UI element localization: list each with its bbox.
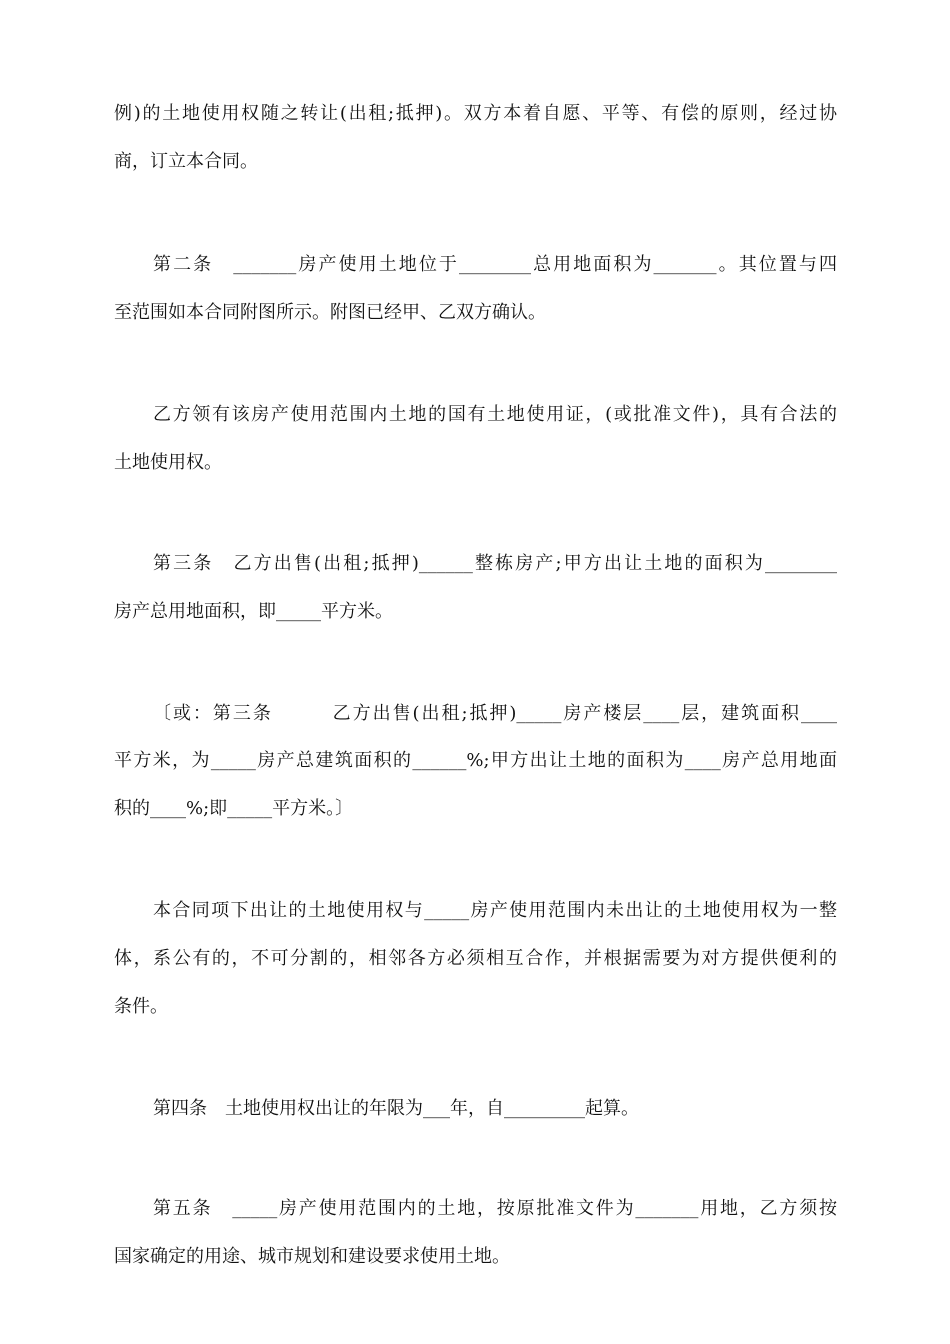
- article-4-line: 第四条 土地使用权出让的年限为___年，自_________起算。: [153, 1098, 639, 1119]
- text-line: 土地使用权。: [114, 452, 222, 473]
- article-5-line: 第五条 _____房产使用范围内的土地，按原批准文件为_______用地，乙方须按: [153, 1198, 837, 1219]
- text-line: 积的____%;即_____平方米。〕: [114, 798, 354, 819]
- paragraph-line: 乙方领有该房产使用范围内土地的国有土地使用证，(或批准文件)，具有合法的: [153, 404, 837, 425]
- text-line: 商，订立本合同。: [114, 151, 258, 172]
- text-line: 房产总用地面积，即_____平方米。: [114, 601, 393, 622]
- text-line: 至范围如本合同附图所示。附图已经甲、乙双方确认。: [114, 302, 546, 323]
- article-3-alt-line: 〔或：第三条 乙方出售(出租;抵押)_____房产楼层____层，建筑面积____: [153, 703, 837, 724]
- article-3-line: 第三条 乙方出售(出租;抵押)______整栋房产;甲方出让土地的面积为________: [153, 553, 837, 574]
- article-2-line: 第二条 _______房产使用土地位于________总用地面积为_______。其位置与四: [153, 254, 837, 275]
- text-line: 例)的土地使用权随之转让(出租;抵押)。双方本着自愿、平等、有偿的原则，经过协: [114, 103, 837, 124]
- text-line: 国家确定的用途、城市规划和建设要求使用土地。: [114, 1246, 510, 1267]
- text-line: 平方米，为_____房产总建筑面积的______%;甲方出让土地的面积为____房产总用地面: [114, 750, 837, 771]
- text-line: 体，系公有的，不可分割的，相邻各方必须相互合作，并根据需要为对方提供便利的: [114, 948, 837, 969]
- paragraph-line: 本合同项下出让的土地使用权与_____房产使用范围内未出让的土地使用权为一整: [153, 900, 837, 921]
- text-line: 条件。: [114, 996, 168, 1017]
